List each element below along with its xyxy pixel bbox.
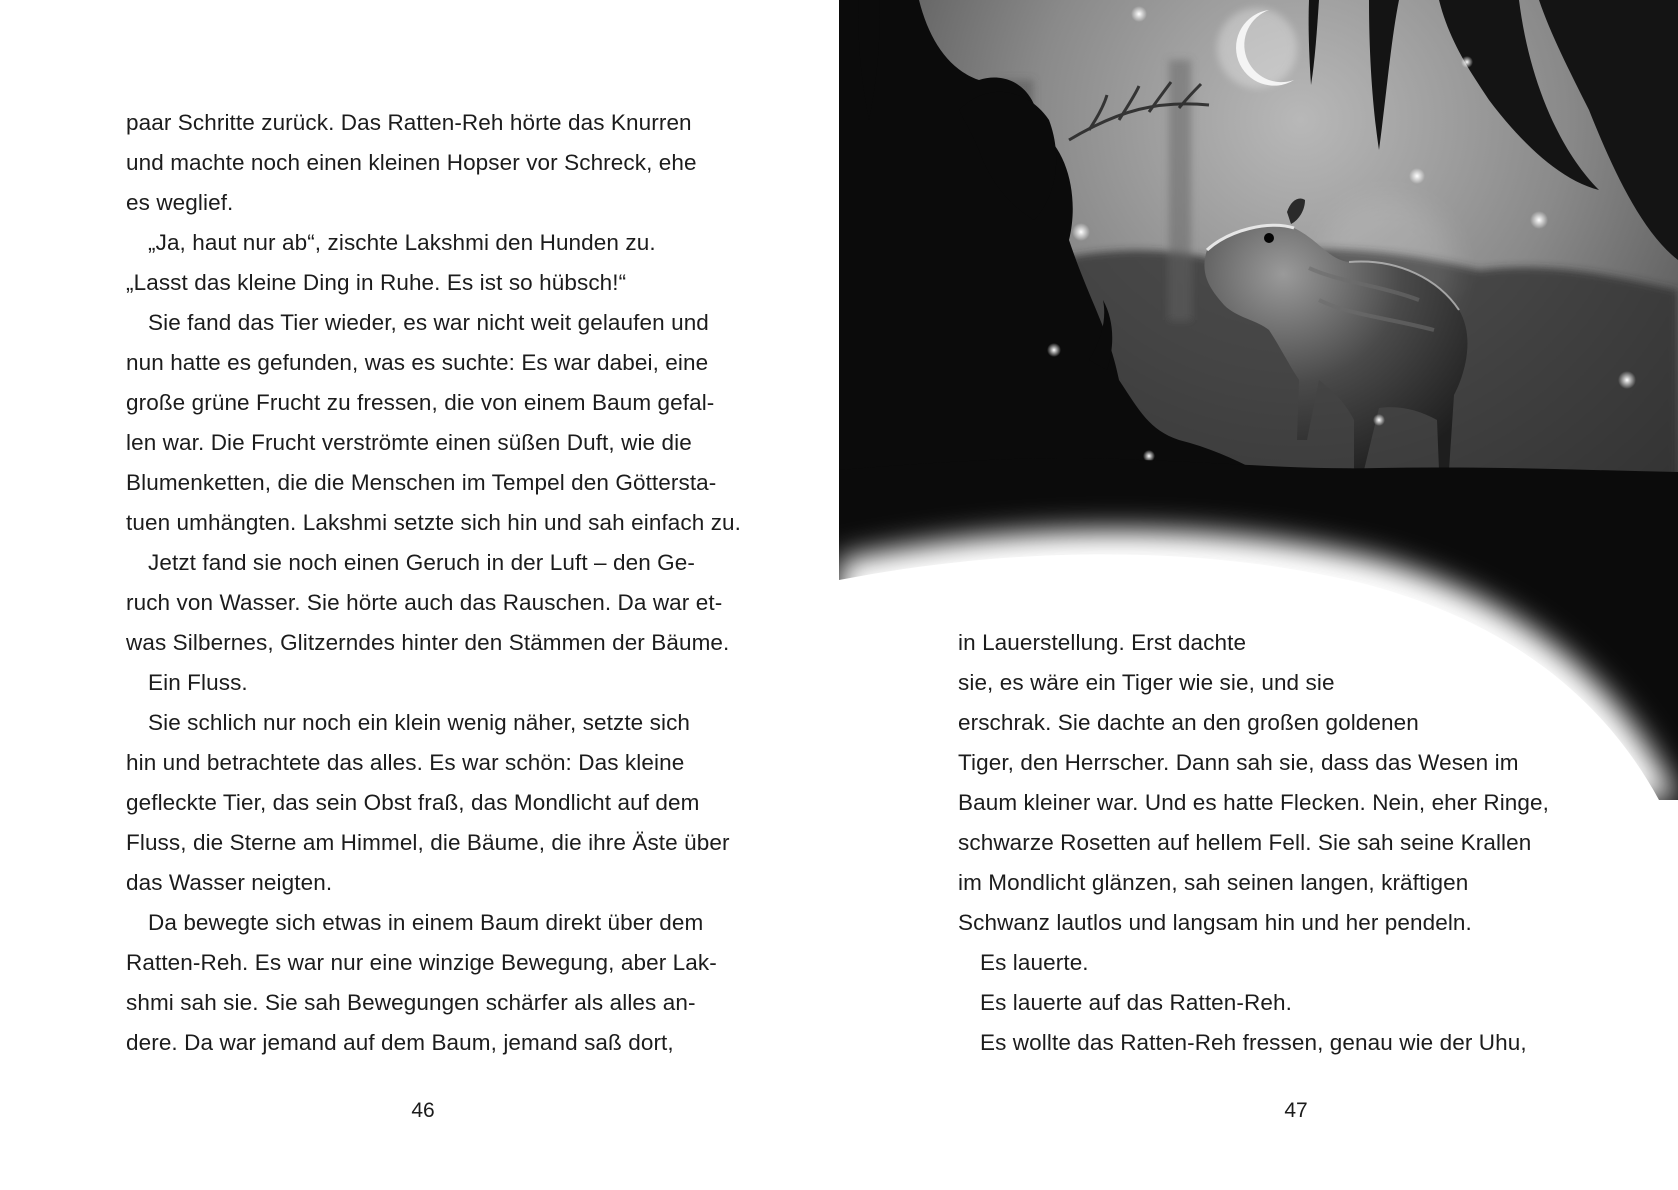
text-line: große grüne Frucht zu fressen, die von einem Baum gefal-	[126, 390, 715, 415]
text-line: und machte noch einen kleinen Hopser vor Schreck, ehe	[126, 150, 697, 175]
crescent-moon-icon	[1217, 8, 1297, 88]
text-line: dere. Da war jemand auf dem Baum, jemand saß dort,	[126, 1030, 674, 1055]
text-line: in Lauerstellung. Erst dachte	[958, 630, 1247, 655]
text-line: Jetzt fand sie noch einen Geruch in der Luft – den Ge-	[148, 550, 695, 575]
text-line: Ein Fluss.	[148, 670, 248, 695]
text-line: len war. Die Frucht verströmte einen süßen Duft, wie die	[126, 430, 692, 455]
text-line: shmi sah sie. Sie sah Bewegungen schärfer als alles an-	[126, 990, 696, 1015]
text-line: das Wasser neigten.	[126, 870, 333, 895]
text-line: Tiger, den Herrscher. Dann sah sie, dass das Wesen im	[958, 750, 1519, 775]
text-line: „Ja, haut nur ab“, zischte Lakshmi den Hunden zu.	[148, 230, 656, 255]
text-line: sie, es wäre ein Tiger wie sie, und sie	[958, 670, 1335, 695]
text-line: Fluss, die Sterne am Himmel, die Bäume, die ihre Äste über	[126, 830, 730, 855]
text-line: Da bewegte sich etwas in einem Baum direkt über dem	[148, 910, 704, 935]
text-line: gefleckte Tier, das sein Obst fraß, das Mondlicht auf dem	[126, 790, 700, 815]
text-line: „Lasst das kleine Ding in Ruhe. Es ist so hübsch!“	[126, 270, 627, 295]
text-line: schwarze Rosetten auf hellem Fell. Sie sah seine Krallen	[958, 830, 1532, 855]
text-line: Ratten-Reh. Es war nur eine winzige Bewegung, aber Lak-	[126, 950, 717, 975]
page-number: 46	[411, 1099, 435, 1122]
right-page-text	[958, 623, 1648, 1063]
right-page	[839, 0, 1678, 1190]
left-page-text	[126, 103, 766, 1063]
text-line: nun hatte es gefunden, was es suchte: Es war dabei, eine	[126, 350, 709, 375]
text-line: Sie schlich nur noch ein klein wenig näher, setzte sich	[148, 710, 691, 735]
text-line: Es lauerte.	[980, 950, 1089, 975]
text-line: es weglief.	[126, 190, 234, 215]
text-line: Es wollte das Ratten-Reh fressen, genau wie der Uhu,	[980, 1030, 1527, 1055]
text-line: Es lauerte auf das Ratten-Reh.	[980, 990, 1292, 1015]
text-line: paar Schritte zurück. Das Ratten-Reh hörte das Knurren	[126, 110, 692, 135]
text-line: erschrak. Sie dachte an den großen goldenen	[958, 710, 1419, 735]
text-line: was Silbernes, Glitzerndes hinter den Stämmen der Bäume.	[126, 630, 730, 655]
text-line: hin und betrachtete das alles. Es war schön: Das kleine	[126, 750, 685, 775]
text-line: Blumenketten, die die Menschen im Tempel den Göttersta-	[126, 470, 717, 495]
text-line: im Mondlicht glänzen, sah seinen langen, kräftigen	[958, 870, 1469, 895]
text-line: ruch von Wasser. Sie hörte auch das Rauschen. Da war et-	[126, 590, 723, 615]
text-line: Schwanz lautlos und langsam hin und her pendeln.	[958, 910, 1472, 935]
page-number: 47	[1284, 1099, 1308, 1122]
text-line: Baum kleiner war. Und es hatte Flecken. Nein, eher Ringe,	[958, 790, 1549, 815]
text-line: Sie fand das Tier wieder, es war nicht weit gelaufen und	[148, 310, 709, 335]
text-line: tuen umhängten. Lakshmi setzte sich hin und sah einfach zu.	[126, 510, 742, 535]
